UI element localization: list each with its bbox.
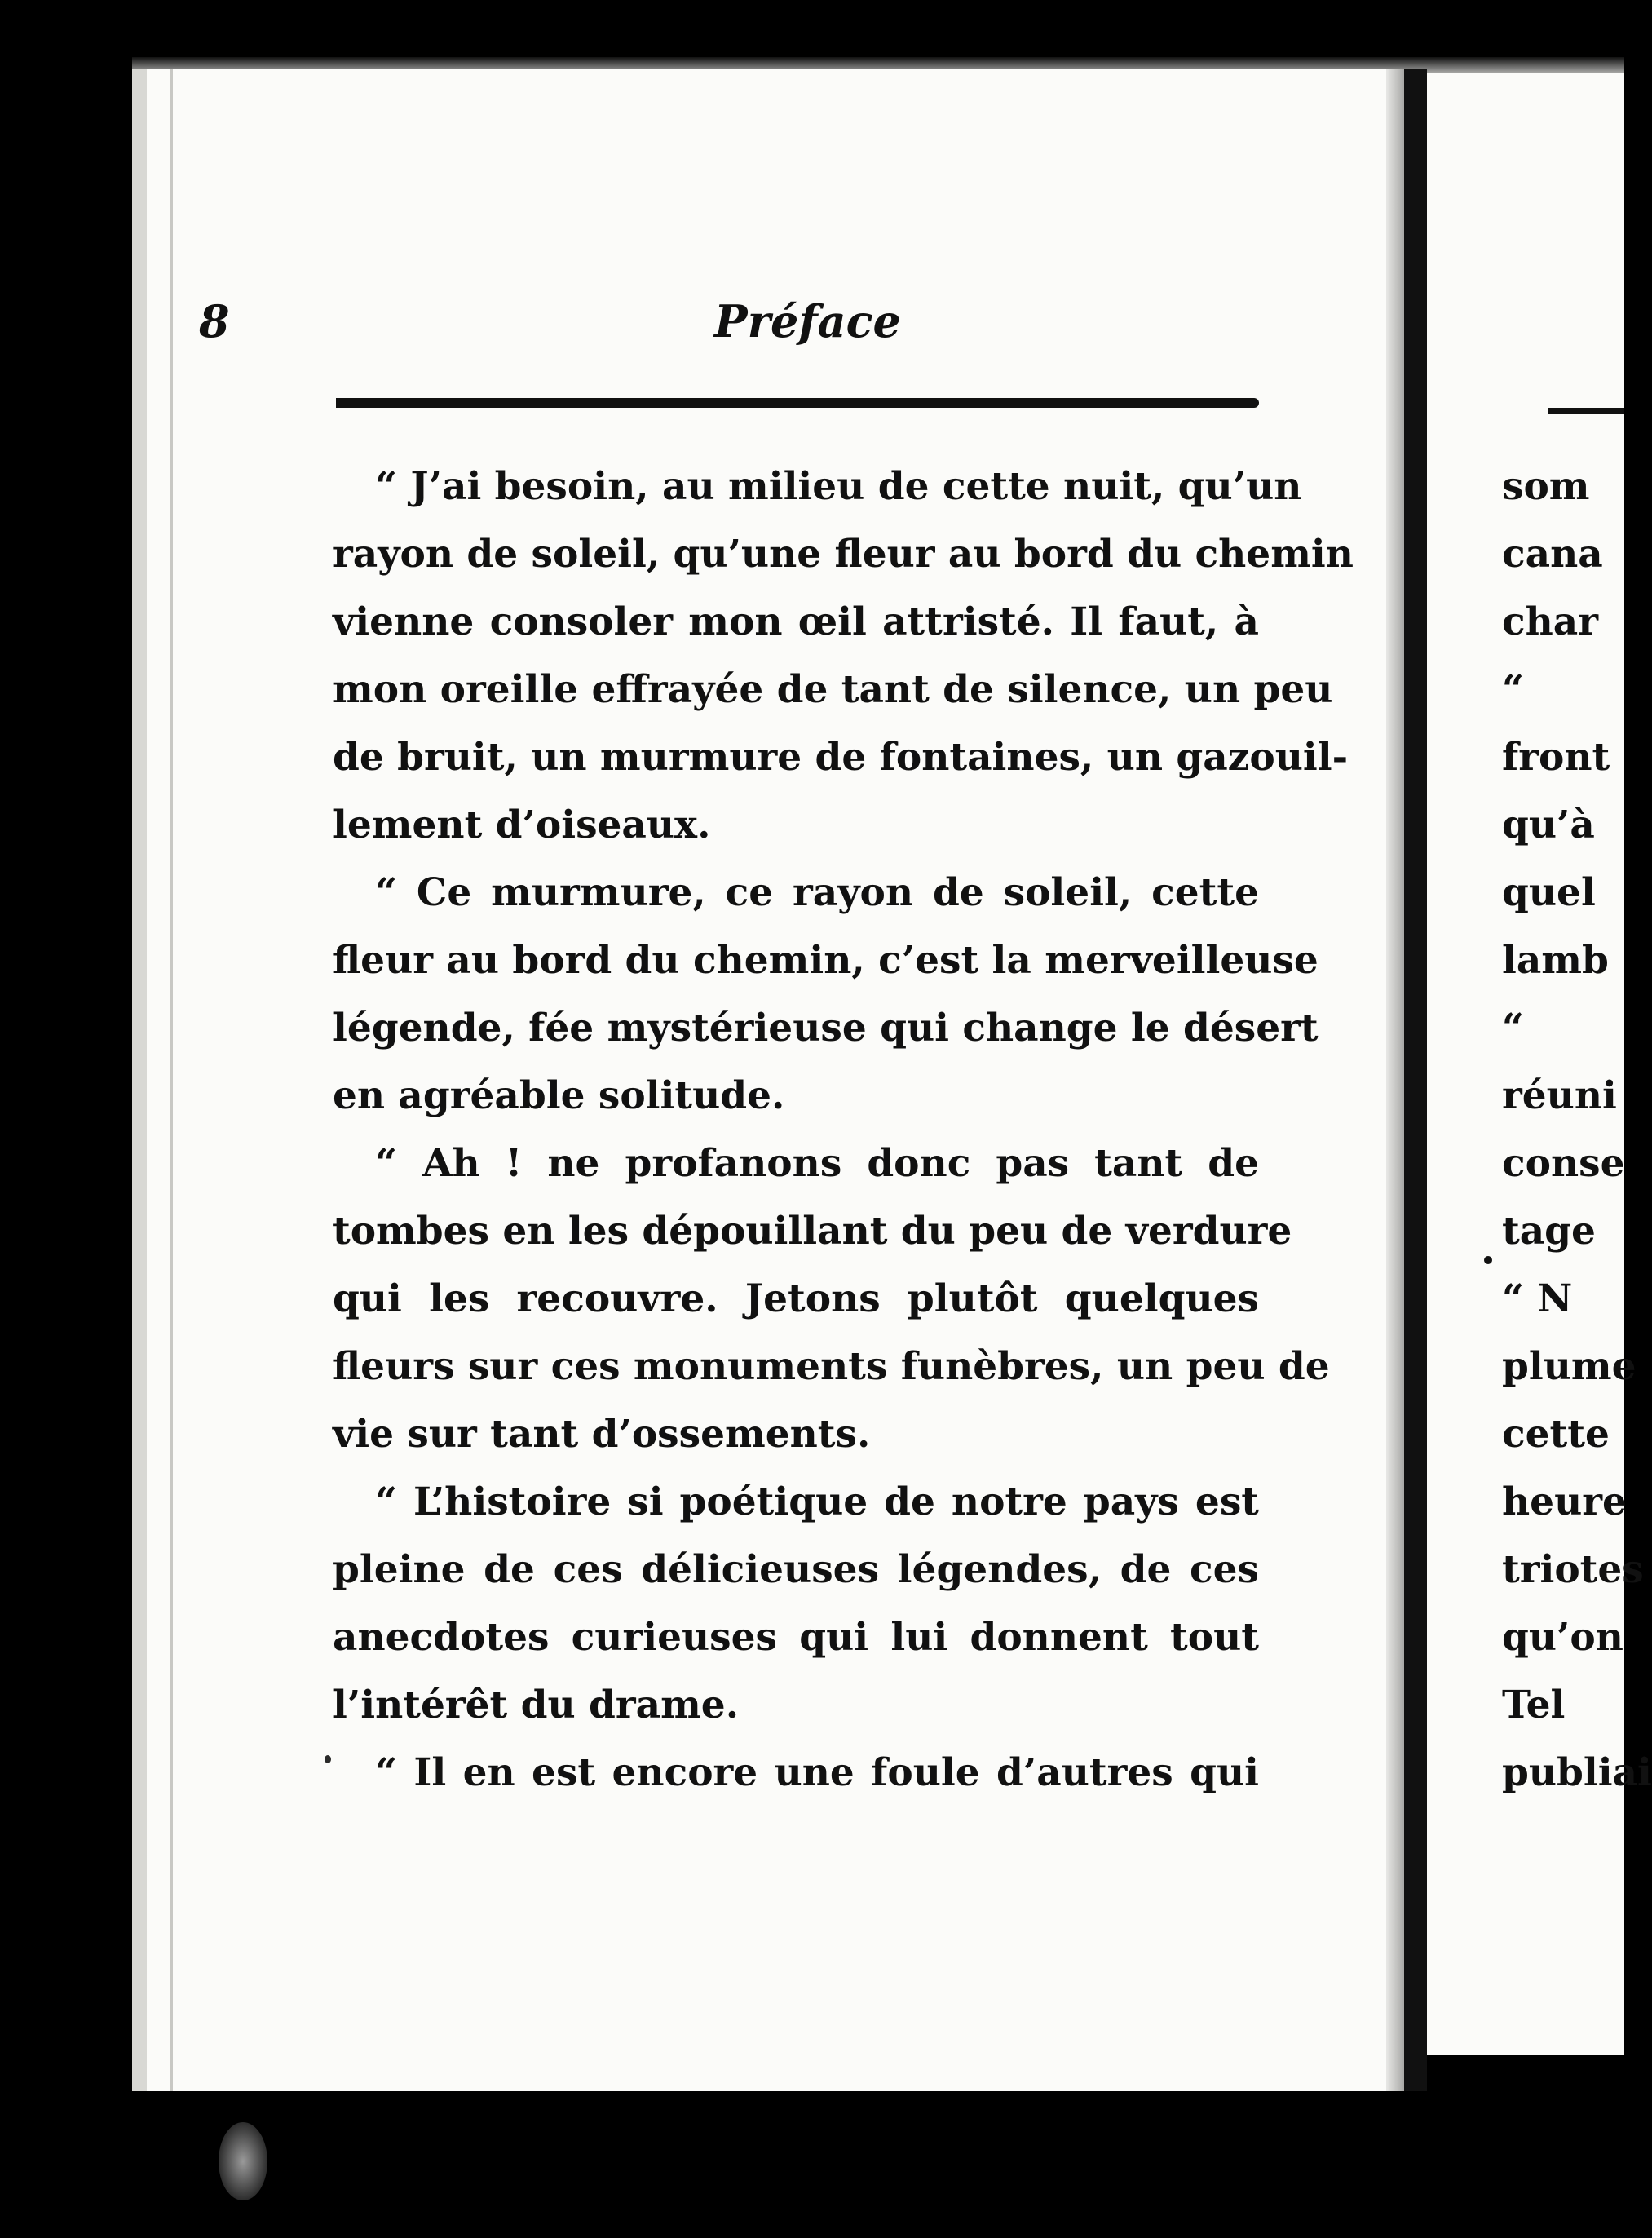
text-line: “ Ah ! ne profanons donc pas tant de (375, 1141, 1259, 1186)
right-text-fragment: qu’on (1502, 1615, 1623, 1660)
right-page-text-fragments (1502, 453, 1652, 1807)
text-line: pleine de ces délicieuses légendes, de ces (333, 1547, 1259, 1592)
running-title: Préface (714, 295, 901, 347)
book-spine (1404, 69, 1427, 2091)
scanner-glare (219, 2122, 267, 2200)
right-text-fragment: “ (1502, 1006, 1525, 1050)
text-line: vienne consoler mon œil attristé. Il faut, à (333, 599, 1259, 644)
gutter-shadow (1386, 69, 1404, 2091)
right-text-fragment: “ (1502, 667, 1525, 712)
text-line: anecdotes curieuses qui lui donnent tout (333, 1615, 1259, 1660)
right-text-fragment: som (1502, 464, 1590, 509)
right-text-fragment: tage (1502, 1209, 1596, 1254)
right-text-fragment: “ N (1502, 1276, 1573, 1321)
text-line: légende, fée mystérieuse qui change le désert (333, 1006, 1319, 1050)
text-line: lement d’oiseaux. (333, 803, 711, 847)
right-text-fragment: réuni (1502, 1073, 1617, 1118)
right-text-fragment: char (1502, 599, 1599, 644)
scan-speck (1484, 1256, 1492, 1264)
right-text-fragment: triotes (1502, 1547, 1644, 1592)
scan-speck (325, 1755, 331, 1763)
text-line: en agréable solitude. (333, 1073, 785, 1118)
header-rule (336, 398, 1259, 408)
right-text-fragment: lamb (1502, 938, 1609, 983)
page-edge-line (170, 69, 173, 2091)
text-line: qui les recouvre. Jetons plutôt quelques (333, 1276, 1259, 1321)
text-line: fleur au bord du chemin, c’est la merveilleuse (333, 938, 1319, 983)
right-text-fragment: front (1502, 735, 1610, 780)
right-text-fragment: publiai (1502, 1750, 1652, 1795)
right-page-header-rule (1548, 408, 1624, 414)
right-text-fragment: heure (1502, 1479, 1627, 1524)
right-text-fragment: cette (1502, 1412, 1610, 1457)
right-text-fragment: Tel (1502, 1683, 1566, 1727)
right-text-fragment: qu’à (1502, 803, 1595, 847)
left-page-text (333, 453, 1354, 1807)
right-text-fragment: quel (1502, 870, 1596, 915)
text-line: rayon de soleil, qu’une fleur au bord du chemin (333, 532, 1354, 577)
right-text-fragment: plume (1502, 1344, 1637, 1389)
text-line: vie sur tant d’ossements. (333, 1412, 871, 1457)
right-text-fragment: cana (1502, 532, 1603, 577)
text-line: “ Il en est encore une foule d’autres qui (375, 1750, 1259, 1795)
text-line: tombes en les dépouillant du peu de verdure (333, 1209, 1292, 1254)
page-number: 8 (199, 295, 230, 347)
text-line: “ L’histoire si poétique de notre pays est (375, 1479, 1259, 1524)
text-line: “ J’ai besoin, au milieu de cette nuit, qu’un (375, 464, 1302, 509)
text-line: “ Ce murmure, ce rayon de soleil, cette (375, 870, 1259, 915)
text-line: mon oreille effrayée de tant de silence, un peu (333, 667, 1333, 712)
text-line: fleurs sur ces monuments funèbres, un peu de (333, 1344, 1330, 1389)
text-line: l’intérêt du drame. (333, 1683, 740, 1727)
right-text-fragment: conse (1502, 1141, 1625, 1186)
text-line: de bruit, un murmure de fontaines, un gazouil- (333, 735, 1349, 780)
